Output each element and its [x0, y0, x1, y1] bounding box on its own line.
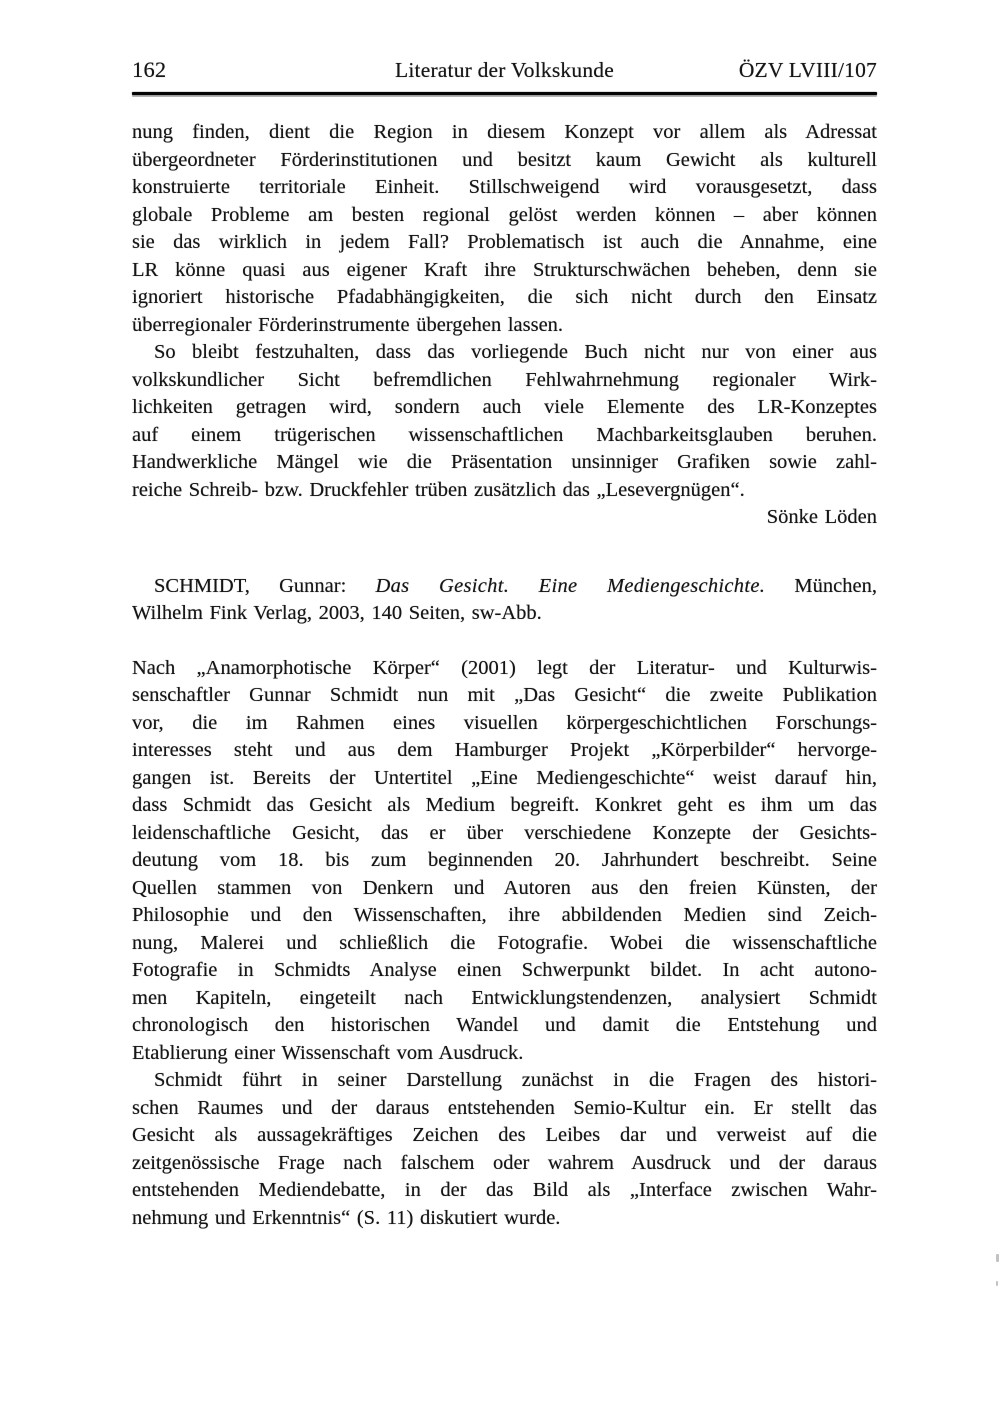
text-line: volkskundlicher Sicht befremdlichen Fehlwahrnehmung regionaler Wirk- [132, 368, 877, 391]
text-line: konstruierte territoriale Einheit. Stillschweigend wird vorausgesetzt, dass [132, 176, 877, 198]
paragraph-gap [132, 628, 877, 655]
text-line: übergeordneter Förderinstitutionen und besitzt kaum Gewicht als kulturell [132, 148, 877, 171]
review-body-paragraph-2 [132, 1067, 877, 1232]
text-line: So bleibt festzuhalten, dass das vorliegende Buch nicht nur von einer aus [154, 341, 877, 363]
text-line: interesses steht und aus dem Hamburger Projekt „Körperbilder“ hervorge- [132, 739, 877, 761]
review-conclusion-paragraph [132, 339, 877, 504]
text-line: nung finden, dient die Region in diesem Konzept vor allem als Adressat [132, 121, 877, 143]
text-line: gangen ist. Bereits der Untertitel „Eine Mediengeschichte“ weist darauf hin, [132, 766, 877, 789]
journal-issue-label: ÖZV LVIII/107 [738, 58, 877, 82]
text-line: senschaftler Gunnar Schmidt nun mit „Das Gesicht“ die zweite Publikation [132, 684, 877, 706]
running-title: Literatur der Volkskunde [395, 58, 614, 82]
book-citation [132, 573, 877, 628]
text-run: SCHMIDT, Gunnar: [154, 574, 376, 597]
text-line: Etablierung einer Wissenschaft vom Ausdruck. [132, 1041, 524, 1064]
text-line: deutung vom 18. bis zum beginnenden 20. Jahrhundert beschreibt. Seine [132, 849, 877, 871]
review-continuation-paragraph [132, 119, 877, 339]
review-text [132, 119, 877, 1232]
text-line: Philosophie und den Wissenschaften, ihre abbildenden Medien sind Zeich- [132, 904, 877, 926]
header-rule [132, 92, 877, 95]
scan-speck [996, 1281, 998, 1286]
text-line: dass Schmidt das Gesicht als Medium begreift. Konkret geht es ihm um das [132, 794, 877, 816]
text-line: überregionaler Förderinstrumente übergehen lassen. [132, 313, 564, 336]
page-number: 162 [132, 57, 167, 82]
text-line: Nach „Anamorphotische Körper“ (2001) legt der Literatur- und Kulturwis- [132, 656, 877, 679]
text-line: Quellen stammen von Denkern und Autoren aus den freien Künsten, der [132, 876, 877, 899]
text-line: leidenschaftliche Gesicht, das er über verschiedene Konzepte der Gesichts- [132, 821, 877, 844]
text-line: zeitgenössische Frage nach falschem oder wahrem Ausdruck und der daraus [132, 1151, 877, 1174]
section-gap [132, 532, 877, 573]
scan-speck [996, 1254, 999, 1262]
text-line: Fotografie in Schmidts Analyse einen Schwerpunkt bildet. In acht autono- [132, 959, 877, 981]
text-line: Wilhelm Fink Verlag, 2003, 140 Seiten, sw-Abb. [132, 602, 542, 624]
text-line: ignoriert historische Pfadabhängigkeiten, die sich nicht durch den Einsatz [132, 286, 877, 308]
review-body-paragraph-1 [132, 655, 877, 1068]
book-title-italic: Das Gesicht. Eine Mediengeschichte. [375, 574, 766, 597]
text-line [132, 573, 877, 601]
text-line: Schmidt führt in seiner Darstellung zunächst in die Fragen des histori- [154, 1069, 877, 1091]
text-line: reiche Schreib- bzw. Druckfehler trüben zusätzlich das „Lesevergnügen“. [132, 478, 745, 501]
text-line: sie das wirklich in jedem Fall? Problematisch ist auch die Annahme, eine [132, 231, 877, 253]
text-line: auf einem trügerischen wissenschaftlichen Machbarkeitsglauben beruhen. [132, 423, 877, 446]
text-line: nehmung und Erkenntnis“ (S. 11) diskutiert wurde. [132, 1206, 561, 1229]
text-line: nung, Malerei und schließlich die Fotografie. Wobei die wissenschaftliche [132, 931, 877, 954]
text-line: lichkeiten getragen wird, sondern auch viele Elemente des LR-Konzeptes [132, 396, 877, 418]
text-line: globale Probleme am besten regional gelöst werden können – aber können [132, 203, 877, 226]
text-line: LR könne quasi aus eigener Kraft ihre Strukturschwächen beheben, denn sie [132, 258, 877, 281]
text-line: men Kapiteln, eingeteilt nach Entwicklungstendenzen, analysiert Schmidt [132, 986, 877, 1009]
reviewer-signature: Sönke Löden [766, 506, 877, 528]
text-line: Gesicht als aussagekräftiges Zeichen des Leibes dar und verweist auf die [132, 1124, 877, 1146]
text-line: entstehenden Mediendebatte, in der das Bild als „Interface zwischen Wahr- [132, 1179, 877, 1201]
page-text-block [132, 0, 877, 1232]
text-line: vor, die im Rahmen eines visuellen körpergeschichtlichen Forschungs- [132, 711, 877, 734]
text-run: München, [765, 574, 877, 597]
text-line: Handwerkliche Mängel wie die Präsentation unsinniger Grafiken sowie zahl- [132, 451, 877, 473]
text-line: schen Raumes und der daraus entstehenden Semio-Kultur ein. Er stellt das [132, 1096, 877, 1119]
text-line: chronologisch den historischen Wandel und damit die Entstehung und [132, 1014, 877, 1036]
page-header [132, 57, 877, 83]
